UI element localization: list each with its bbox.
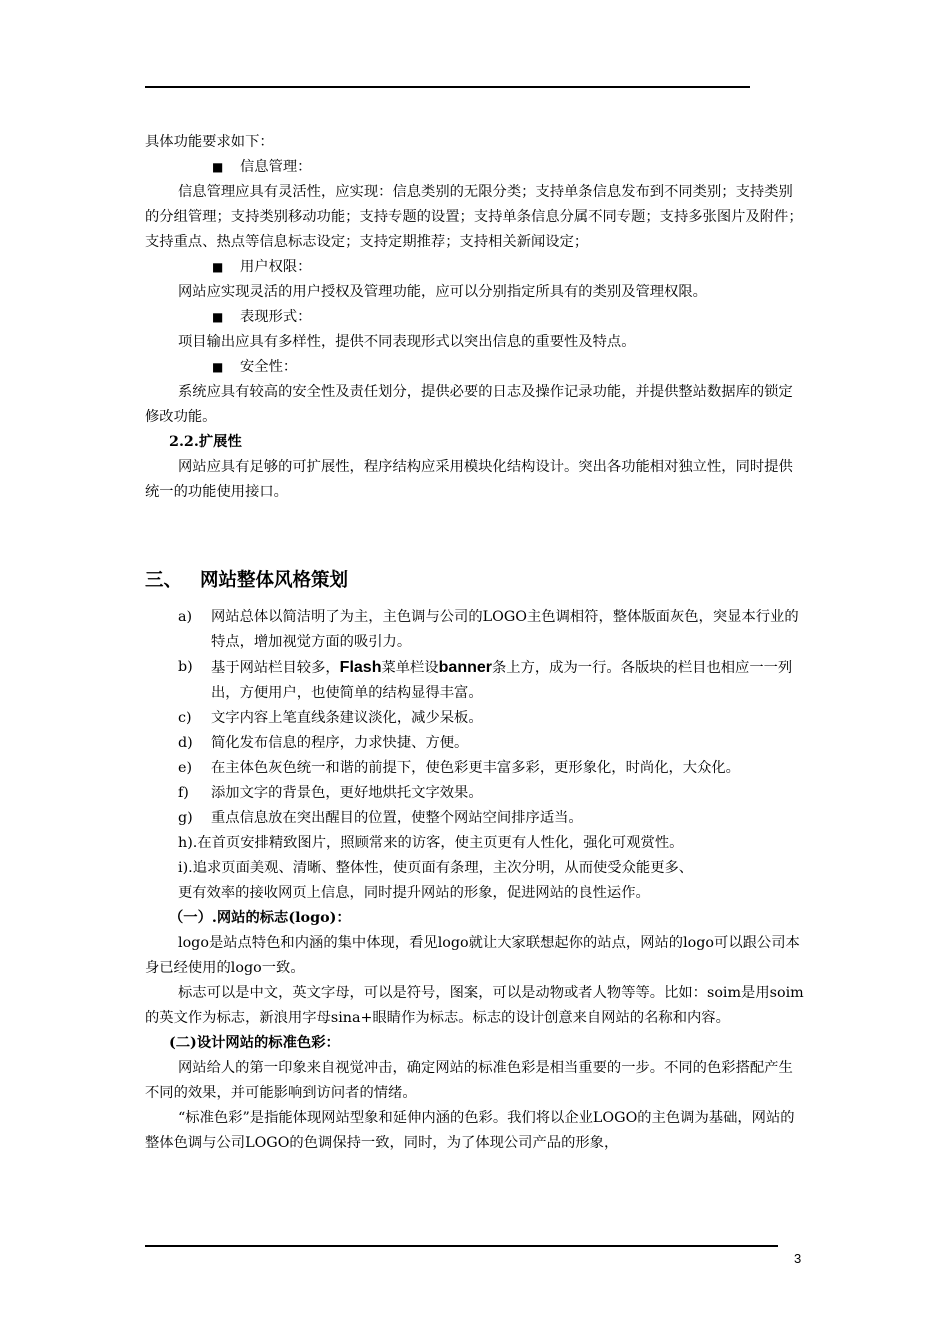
page-content [145,130,807,1156]
list-item: a) 网站总体以简洁明了为主，主色调与公司的LOGO主色调相符，整体版面灰色，突显本行业的特点，增加视觉方面的吸引力。 [178,609,799,650]
bullet-paragraph: 系统应具有较高的安全性及责任划分，提供必要的日志及操作记录功能，并提供整站数据库的锁定修改功能。 [145,384,793,425]
bullet-heading: ■ 用户权限： [145,255,807,280]
color-heading: (二)设计网站的标准色彩： [169,1035,340,1051]
subsection-heading: 2.2.扩展性 [169,434,242,450]
section-heading [145,567,807,595]
bullet-heading: ■ 信息管理： [145,155,807,180]
list-item: f) 添加文字的背景色，更好地烘托文字效果。 [178,785,483,801]
bullet-heading: ■ 表现形式： [145,305,807,330]
bullet-heading: ■ 安全性： [145,355,807,380]
footer-rule [145,1245,778,1247]
logo-paragraph: logo是站点特色和内涵的集中体现，看见logo就让大家联想起你的站点，网站的logo可以跟公司本身已经使用的logo一致。 [145,935,800,976]
square-bullet-icon: ■ [212,260,224,274]
list-item-i: i).追求页面美观、清晰、整体性，使页面有条理，主次分明，从而使受众能更多、 [178,860,694,876]
list-item: d) 简化发布信息的程序，力求快捷、方便。 [178,735,469,751]
square-bullet-icon: ■ [212,310,224,324]
list-item-h: h).在首页安排精致图片，照顾常来的访客，使主页更有人性化，强化可观赏性。 [178,835,684,851]
list-item: e) 在主体色灰色统一和谐的前提下，使色彩更丰富多彩，更形象化，时尚化，大众化。 [178,760,740,776]
list-item: g) 重点信息放在突出醒目的位置，使整个网站空间排序适当。 [178,810,583,826]
logo-paragraph: 标志可以是中文，英文字母，可以是符号，图案，可以是动物或者人物等等。比如：soim是用soim的英文作为标志，新浪用字母sina+眼睛作为标志。标志的设计创意来自网站的名称和内容。 [145,985,804,1026]
bullet-paragraph: 项目输出应具有多样性，提供不同表现形式以突出信息的重要性及特点。 [178,334,636,350]
bullet-paragraph: 信息管理应具有灵活性，应实现：信息类别的无限分类；支持单条信息发布到不同类别；支持类别的分组管理；支持类别移动功能；支持专题的设置；支持单条信息分属不同专题；支持多张图片及附件；支持重点、热点等信息标志设定；支持定期推荐；支持相关新闻设定； [145,184,803,250]
logo-heading: （一）.网站的标志(logo)： [169,910,351,926]
intro-text: 具体功能要求如下： [145,134,274,150]
square-bullet-icon: ■ [212,160,224,174]
color-paragraph: 网站给人的第一印象来自视觉冲击，确定网站的标准色彩是相当重要的一步。不同的色彩搭配产生不同的效果，并可能影响到访问者的情绪。 [145,1060,793,1101]
square-bullet-icon: ■ [212,360,224,374]
color-paragraph: “标准色彩”是指能体现网站型象和延伸内涵的色彩。我们将以企业LOGO的主色调为基础，网站的整体色调与公司LOGO的色调保持一致，同时，为了体现公司产品的形象， [145,1110,795,1151]
subsection-paragraph: 网站应具有足够的可扩展性，程序结构应采用模块化结构设计。突出各功能相对独立性，同时提供统一的功能使用接口。 [145,459,793,500]
list-item: c) 文字内容上笔直线条建议淡化，减少呆板。 [178,710,483,726]
list-item: b) 基于网站栏目较多，Flash菜单栏设banner条上方，成为一行。各版块的栏目也相应一一列出，方便用户，也使简单的结构显得丰富。 [178,659,793,701]
section-title: 网站整体风格策划 [200,570,349,591]
list-item-i-continued: 更有效率的接收网页上信息，同时提升网站的形象，促进网站的良性运作。 [178,885,650,901]
page-number: 3 [794,1251,802,1266]
header-rule [145,86,750,88]
bullet-paragraph: 网站应实现灵活的用户授权及管理功能，应可以分别指定所具有的类别及管理权限。 [178,284,707,300]
section-number: 三、 [145,570,183,591]
